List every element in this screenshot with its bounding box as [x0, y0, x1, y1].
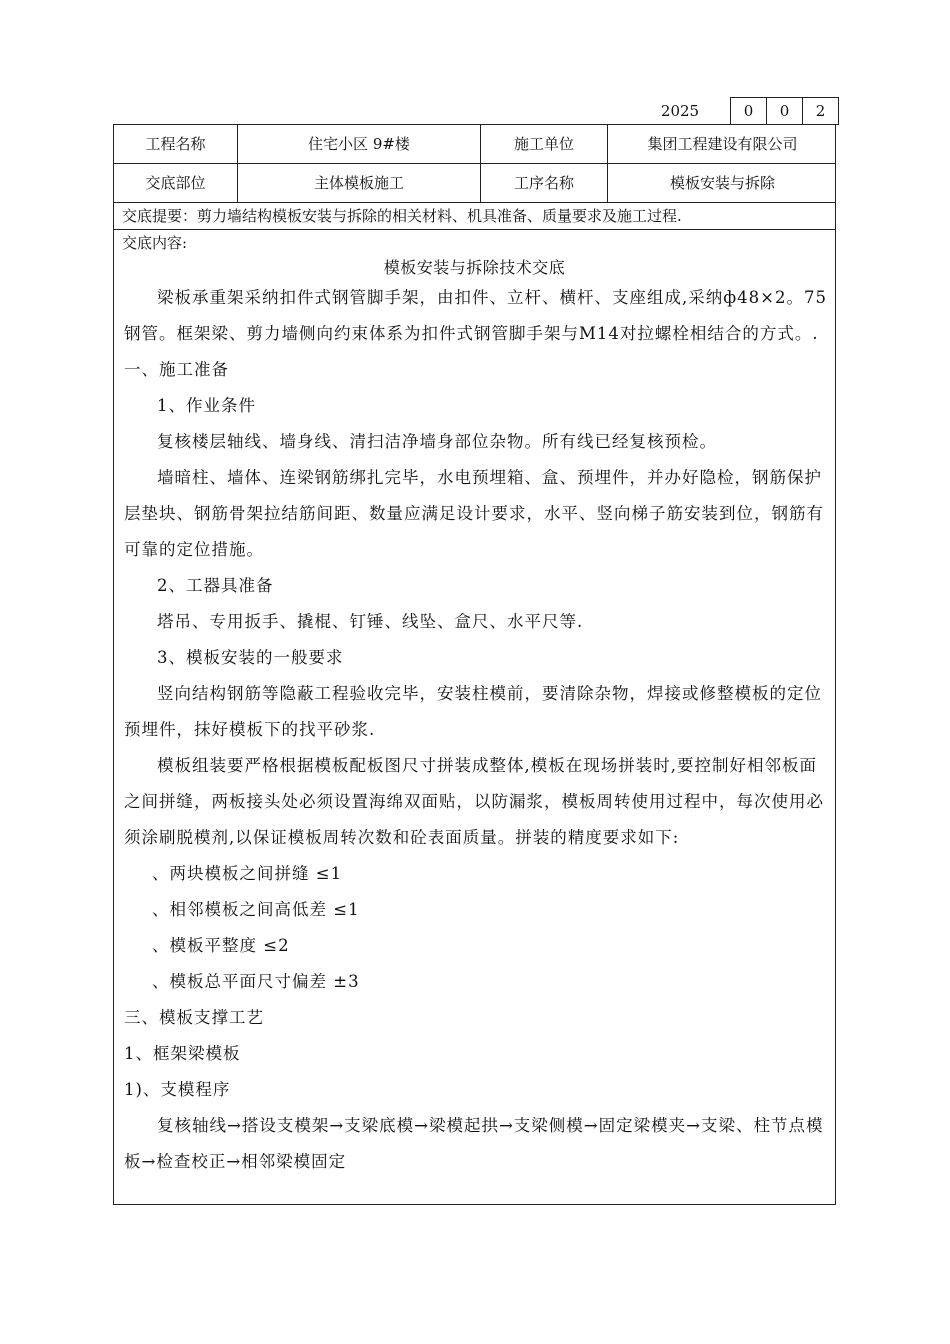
project-name-label: 工程名称 [114, 125, 238, 163]
paragraph-tools-list: 塔吊、专用扳手、撬棍、钉锤、线坠、盒尺、水平尺等. [157, 612, 584, 631]
tolerance-item-flatness: 、模板平整度 ≤2 [152, 936, 290, 955]
section-heading-preparation: 一、施工准备 [124, 360, 229, 379]
process-name-label: 工序名称 [481, 164, 608, 202]
subheading-tools: 2、工器具准备 [157, 576, 274, 595]
briefing-summary: 交底提要：剪力墙结构模板安装与拆除的相关材料、机具准备、质量要求及施工过程. [114, 203, 835, 230]
project-name-value: 住宅小区 9#楼 [238, 125, 481, 163]
section-heading-support: 三、模板支撑工艺 [124, 1008, 264, 1027]
contractor-value: 集团工程建设有限公司 [647, 135, 798, 153]
paragraph-axis-check: 复核楼层轴线、墙身线、清扫洁净墙身部位杂物。所有线已经复核预检。 [157, 432, 717, 451]
number-digit-2: 0 [766, 97, 802, 125]
year-number: 2025 [660, 102, 700, 120]
document-number-row [630, 97, 839, 125]
paragraph-scaffold-intro: 梁板承重架采纳扣件式钢管脚手架，由扣件、立杆、横杆、支座组成,采纳ф48×2。75钢管。框架梁、剪力墙侧向约束体系为扣件式钢管脚手架与M14对拉螺栓相结合的方式。. [124, 288, 827, 343]
paragraph-install-prep: 竖向结构钢筋等隐蔽工程验收完毕，安装柱模前，要清除杂物，焊接或修整模板的定位预埋件，抹好模板下的找平砂浆. [124, 684, 822, 739]
paragraph-assembly: 模板组装要严格根据模板配板图尺寸拼装成整体,模板在现场拼装时,要控制好相邻板面之间拼缝，两板接头处必须设置海绵双面贴，以防漏浆，模板周转使用过程中，每次使用必须涂刷脱模剂,以保证模板周转次数和砼表面质量。拼装的精度要求如下: [124, 756, 824, 847]
table-row-project [114, 125, 835, 164]
briefing-table [113, 124, 836, 1205]
content-label: 交底内容: [122, 234, 188, 252]
briefing-content [124, 280, 828, 1180]
tolerance-item-height: 、相邻模板之间高低差 ≤1 [152, 900, 360, 919]
subheading-beam-formwork: 1、框架梁模板 [124, 1044, 241, 1063]
table-row-part [114, 164, 835, 203]
paragraph-procedure-steps: 复核轴线→搭设支模架→支梁底模→梁模起拱→支梁侧模→固定梁模夹→支梁、柱节点模板→检查校正→相邻梁模固定 [124, 1116, 824, 1171]
process-name-value: 模板安装与拆除 [669, 174, 775, 192]
number-digit-3: 2 [802, 97, 839, 125]
subheading-install-requirements: 3、模板安装的一般要求 [157, 648, 344, 667]
subheading-work-conditions: 1、作业条件 [157, 396, 256, 415]
number-digit-1: 0 [730, 97, 766, 125]
subheading-procedure: 1)、支模程序 [124, 1080, 231, 1099]
briefing-part-label: 交底部位 [114, 164, 238, 202]
paragraph-rebar-check: 墙暗柱、墙体、连梁钢筋绑扎完毕，水电预埋箱、盒、预埋件，并办好隐检，钢筋保护层垫块、钢筋骨架拉结筋间距、数量应满足设计要求，水平、竖向梯子筋安装到位，钢筋有可靠的定位措施。 [124, 468, 824, 559]
briefing-part-value: 主体模板施工 [238, 164, 481, 202]
tolerance-item-seam: 、两块模板之间拼缝 ≤1 [152, 864, 343, 883]
content-title: 模板安装与拆除技术交底 [383, 258, 566, 277]
tolerance-item-size: 、模板总平面尺寸偏差 ±3 [152, 972, 360, 991]
contractor-label: 施工单位 [481, 125, 608, 163]
